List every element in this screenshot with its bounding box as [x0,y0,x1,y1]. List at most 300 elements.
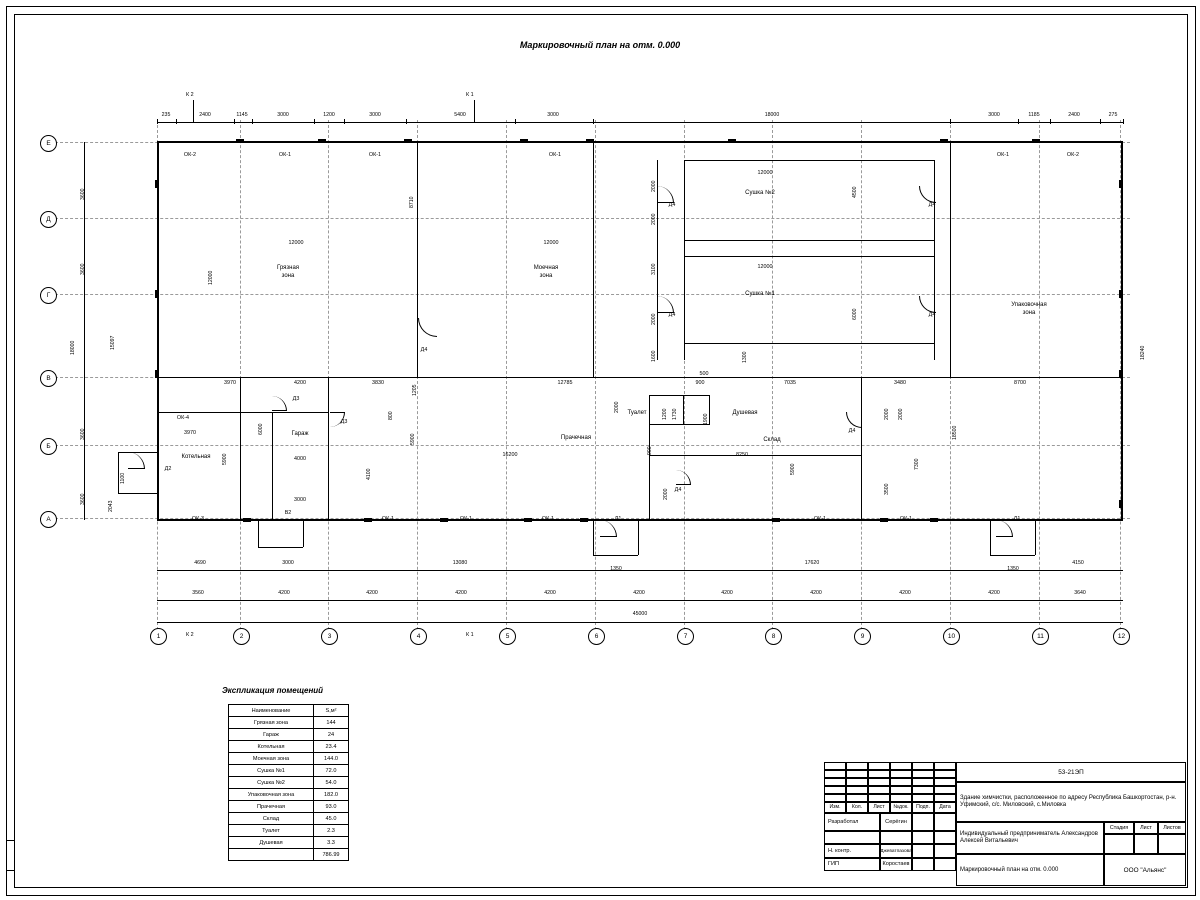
dim-tick [157,119,158,124]
dim-bottom-1: 4690 [194,560,206,566]
door-swing [919,296,936,313]
dim-tick [1050,119,1051,124]
axis-bubble-2[interactable]: 2 [233,628,250,645]
room-label [292,430,309,438]
dim-chain-top [157,122,1123,123]
dim-top: 275 [1108,112,1118,118]
wall-west [157,141,159,521]
stamp-role-empty [824,831,880,844]
dim-top: 18000 [764,112,780,118]
room-area-cell: 23.4 [314,741,349,753]
door-swing [128,452,145,469]
grid-line-11 [1039,120,1040,640]
wall-boiler-room-top [157,412,272,413]
stamp-grid-cell [890,794,912,802]
stamp-role-gip-name: Коростаев [880,858,912,871]
stamp-grid-cell [868,778,890,786]
wall-internal-v-2 [593,142,594,378]
wall-garage-gate-right [303,520,304,547]
inner-dim: 1730 [672,408,678,420]
dim-tick [234,119,235,124]
dim-bottom-2: 3560 [192,590,204,596]
room-name: Прачечная [560,435,592,441]
table-row [229,789,349,801]
section-mark: К 2 [186,92,194,98]
section-mark: К 2 [186,632,194,638]
inner-dim: 12000 [757,264,773,270]
stamp-grid-cell [824,770,846,778]
section-line [193,100,194,122]
wall-entrance-right [638,520,639,555]
stamp-role-developer: Разработал [824,813,880,831]
window-mark [772,518,780,522]
dim-right: 3500 [884,483,890,495]
window-mark [155,290,159,298]
wall-south [157,519,1123,521]
axis-bubble-8[interactable]: 8 [765,628,782,645]
door-swing [657,296,674,313]
room-name-cell: Склад [229,813,314,825]
dim-bottom-1: 13080 [452,560,468,566]
axis-bubble-E[interactable]: Е [40,135,57,152]
window-tag: ОК-2 [1066,152,1080,158]
stamp-role-cell [934,858,956,871]
window-tag: ОК-3 [191,516,205,522]
stamp-grid-cell [846,778,868,786]
window-mark [520,139,528,143]
room-name: Туалет [627,410,647,416]
inner-dim: 4500 [852,186,858,198]
room-name-cell: Грязная зона [229,717,314,729]
window-tag: В2 [284,510,292,516]
window-mark [1119,180,1123,188]
door-swing [919,186,936,203]
dim-bottom-2: 4200 [633,590,645,596]
window-mark [580,518,588,522]
stamp-grid-cell [912,786,934,794]
wall-toilet-bottom [649,424,709,425]
inner-dim: 6000 [258,423,264,435]
room-name: Сушка №1 [745,291,775,297]
door-swing [996,520,1013,537]
plan-title: Маркировочный план на отм. 0.000 [519,40,681,50]
stamp-list-header: Лист [1134,822,1158,834]
room-name-cell: Моечная зона [229,753,314,765]
door-tag: Д2 [164,466,172,472]
axis-bubble-6[interactable]: 6 [588,628,605,645]
dim-left-extra: 2043 [108,500,114,512]
inner-dim: 8700 [1014,380,1026,386]
room-name-2: зона [281,273,295,279]
window-mark [930,518,938,522]
window-mark [940,139,948,143]
door-swing [272,396,287,411]
stamp-grid-cell [868,770,890,778]
door-swing [676,470,691,485]
stamp-grid-cell [824,778,846,786]
wall-internal-h-main [157,377,1123,378]
axis-bubble-B[interactable]: Б [40,438,57,455]
axis-bubble-12[interactable]: 12 [1113,628,1130,645]
stamp-role-cell [912,813,934,831]
door-tag: Д3 [340,419,348,425]
room-name-cell: Туалет [229,825,314,837]
table-row [229,753,349,765]
wall-shower-right [709,395,710,425]
dim-top: 235 [161,112,171,118]
room-area-cell: 54.0 [314,777,349,789]
inner-dim: 4000 [294,456,306,462]
window-tag: ОК-1 [368,152,382,158]
axis-bubble-D[interactable]: Д [40,211,57,228]
inner-dim: 3830 [372,380,384,386]
dim-top: 3000 [277,112,289,118]
dim-tick [1100,119,1101,124]
stamp-grid-cell [824,762,846,770]
window-mark [1119,290,1123,298]
inner-dim: 1300 [742,351,748,363]
room-area-cell: 72.0 [314,765,349,777]
dim-tick [406,119,407,124]
stamp-sheets-value [1158,834,1186,854]
window-tag: ОК-1 [548,152,562,158]
grid-line-G [40,294,1130,295]
dim-tick [593,119,594,124]
room-area-cell: 2.3 [314,825,349,837]
table-header-row [229,705,349,717]
door-tag: Д3 [292,396,300,402]
door-swing [846,412,862,428]
inner-dim: 6000 [852,308,858,320]
dim-left: 3600 [80,493,86,505]
dim-top: 1185 [1028,112,1040,118]
window-mark [404,139,412,143]
dim-tick [176,119,177,124]
room-area-cell: 144.0 [314,753,349,765]
dim-left: 3600 [80,188,86,200]
explication-table [228,704,349,861]
stamp-col-ndok: №док. [890,802,912,813]
stamp-grid-cell [890,778,912,786]
window-tag: ОК-1 [899,516,913,522]
dim-tick [515,119,516,124]
dim-bottom-1: 1350 [610,566,622,572]
inner-dim: 1200 [662,408,668,420]
wall-garage-top [272,412,328,413]
stamp-grid-cell [934,786,956,794]
table-row [229,729,349,741]
wall-entrance2-bottom [990,555,1035,556]
wall-boiler-bottom [118,493,158,494]
axis-bubble-A[interactable]: А [40,511,57,528]
stamp-code: 53-21ЭП [956,762,1186,782]
inner-dim: 8710 [409,196,415,208]
stamp-grid-cell [890,770,912,778]
window-mark [236,139,244,143]
wall-north [157,141,1123,143]
stamp-role-normcontrol: Н. контр. [824,844,880,858]
grid-line-B [40,445,1130,446]
room-label [277,264,299,280]
dim-chain-bottom-2 [157,600,1123,601]
door-tag: Д1 [1013,516,1021,522]
room-name: Душевая [732,410,758,416]
room-name-2: зона [539,273,553,279]
room-name-cell: Гараж [229,729,314,741]
window-tag: ОК-1 [278,152,292,158]
stamp-grid-cell [912,762,934,770]
dim-bottom-1: 1350 [1007,566,1019,572]
inner-dim: 2000 [663,488,669,500]
room-name-cell [229,849,314,861]
stamp-grid-cell [824,786,846,794]
stamp-grid-cell [868,762,890,770]
wall-toilet-left [649,395,650,520]
wall-internal-v-3 [950,142,951,378]
door-tag: Д1 [614,516,622,522]
inner-dim: 12785 [557,380,573,386]
axis-bubble-10[interactable]: 10 [943,628,960,645]
dim-left: 3600 [80,428,86,440]
table-row [229,825,349,837]
wall-internal-v-5 [328,378,329,520]
window-tag: ОК-2 [183,152,197,158]
room-area-cell: 45.0 [314,813,349,825]
dim-bottom-2: 4200 [278,590,290,596]
axis-bubble-4[interactable]: 4 [410,628,427,645]
explication-title: Экспликация помещений [222,686,324,695]
stamp-role-cell [912,858,934,871]
axis-bubble-1[interactable]: 1 [150,628,167,645]
window-mark [318,139,326,143]
inner-dim: 16200 [502,452,518,458]
window-mark [524,518,532,522]
stamp-grid-cell [934,778,956,786]
room-label [763,436,780,444]
wall-garage-gate-bottom [258,547,303,548]
inner-dim: 3480 [894,380,906,386]
inner-dim: 2000 [651,213,657,225]
stamp-col-list: Лист [868,802,890,813]
inner-dim: 800 [388,411,394,420]
inner-dim: 7035 [784,380,796,386]
window-tag: ОК-1 [996,152,1010,158]
stamp-grid-cell [846,794,868,802]
dim-bottom-2: 4200 [899,590,911,596]
dim-bottom-1: 4150 [1072,560,1084,566]
axis-bubble-G[interactable]: Г [40,287,57,304]
room-name: Сушка №2 [745,190,775,196]
room-area-cell: 144 [314,717,349,729]
dim-tick [314,119,315,124]
room-label [745,290,775,298]
stamp-company: ООО "Альянс" [1104,854,1186,886]
dim-chain-bottom-1 [157,570,1123,571]
stamp-list-value [1134,834,1158,854]
window-tag: ОК-4 [176,415,190,421]
table-row [229,765,349,777]
dim-left-extra: 15097 [110,335,116,350]
grid-line-8 [772,120,773,640]
inner-dim: 3000 [294,497,306,503]
stamp-role-developer-name: Серёгин [880,813,912,831]
stamp-grid-cell [890,786,912,794]
stamp-role-empty-name [880,831,912,844]
stamp-role-cell [912,831,934,844]
room-area-cell: 24 [314,729,349,741]
inner-dim: 3100 [651,263,657,275]
window-tag: ОК-1 [459,516,473,522]
window-tag: ОК-1 [541,516,555,522]
room-name-cell: Сушка №2 [229,777,314,789]
room-area-cell: 93.0 [314,801,349,813]
window-tag: ОК-1 [381,516,395,522]
door-swing [657,186,674,203]
wall-storage-top [649,455,862,456]
axis-bubble-3[interactable]: 3 [321,628,338,645]
door-swing [418,318,437,337]
inner-dim: 3970 [224,380,236,386]
dim-bottom-2: 4200 [810,590,822,596]
axis-bubble-5[interactable]: 5 [499,628,516,645]
window-mark [1032,139,1040,143]
wall-entrance-bottom [593,555,638,556]
stamp-stage-value [1104,834,1134,854]
door-tag: Д4 [420,347,428,353]
wall-boiler-left [118,452,119,494]
room-name-cell: Упаковочная зона [229,789,314,801]
grid-line-D [40,218,1130,219]
window-mark [1119,370,1123,378]
stamp-grid-cell [934,794,956,802]
stamp-client: Индивидуальный предприниматель Александров Алексей Витальевич [956,822,1104,854]
stamp-grid-cell [846,770,868,778]
dim-bottom-total: 45000 [632,611,648,617]
wall-internal-v-6 [861,378,862,520]
dim-right: 7300 [914,458,920,470]
window-mark [364,518,372,522]
room-name: Котельная [181,454,211,460]
axis-bubble-V[interactable]: В [40,370,57,387]
grid-line-6 [595,120,596,640]
wall-dryer-mid-2 [684,256,934,257]
door-tag: Д4 [668,312,676,318]
section-mark: К 1 [466,92,474,98]
inner-dim: 12000 [543,240,559,246]
room-name: Склад [763,437,781,443]
wall-east [1121,141,1123,521]
wall-garage-gate-left [258,520,259,547]
wall-dryer1-bottom [684,343,934,344]
wall-boiler-top [118,452,158,453]
inner-dim: 2000 [884,408,890,420]
room-name-cell: Сушка №1 [229,765,314,777]
door-tag: Д4 [668,202,676,208]
room-area-cell: 3.3 [314,837,349,849]
table-row [229,717,349,729]
dim-tick [1018,119,1019,124]
door-tag: Д4 [674,487,682,493]
inner-dim: 3970 [184,430,196,436]
dim-top: 2400 [1068,112,1080,118]
stamp-drawing-name: Маркировочный план на отм. 0.000 [956,854,1104,886]
dim-left-extra: 1100 [120,472,126,484]
total-area-cell: 786.99 [314,849,349,861]
stamp-role-cell [934,813,956,831]
door-tag: Д4 [928,202,936,208]
stamp-role-gip: ГИП [824,858,880,871]
inner-dim: 8250 [736,452,748,458]
wall-entrance-left [593,520,594,555]
dim-right: 18500 [952,425,958,440]
section-line [474,100,475,122]
title-block [824,762,1186,886]
dim-top: 1200 [323,112,335,118]
axis-bubble-9[interactable]: 9 [854,628,871,645]
window-mark [440,518,448,522]
stamp-col-podp: Подп. [912,802,934,813]
window-tag: ОК-1 [813,516,827,522]
room-label [534,264,559,280]
stamp-grid-cell [912,778,934,786]
inner-dim: 5900 [410,433,416,445]
inner-dim: 4200 [294,380,306,386]
dim-bottom-2: 4200 [721,590,733,596]
stamp-role-cell [912,844,934,858]
axis-bubble-11[interactable]: 11 [1032,628,1049,645]
window-mark [155,370,159,378]
stamp-grid-cell [824,794,846,802]
stamp-role-cell [934,831,956,844]
dim-bottom-2: 3640 [1074,590,1086,596]
wall-toilet-top [649,395,709,396]
room-label [1011,301,1047,317]
door-tag: Д4 [928,312,936,318]
window-mark [586,139,594,143]
dim-tick [252,119,253,124]
wall-entrance2-right [1035,520,1036,555]
room-label [745,189,775,197]
inner-dim: 5900 [790,463,796,475]
window-mark [880,518,888,522]
wall-dryer-mid-1 [684,240,934,241]
dim-tick [1123,119,1124,124]
stamp-col-kol: Кол. [846,802,868,813]
inner-dim: 500 [699,371,709,377]
inner-dim: 900 [647,446,653,455]
wall-internal-v-4 [240,378,241,520]
wall-toilet-right [683,395,684,425]
window-mark [728,139,736,143]
dim-top: 3000 [988,112,1000,118]
window-mark [243,518,251,522]
inner-dim: 2000 [651,313,657,325]
axis-bubble-7[interactable]: 7 [677,628,694,645]
door-tag: Д4 [848,428,856,434]
dim-tick [344,119,345,124]
room-name-2: зона [1022,310,1036,316]
wall-dryer-left-2 [684,160,685,360]
table-row [229,837,349,849]
inner-dim: 1600 [651,350,657,362]
stamp-grid-cell [890,762,912,770]
stamp-col-data: Дата [934,802,956,813]
room-area-cell: 182.0 [314,789,349,801]
inner-dim: 1205 [412,384,418,396]
dim-left: 18000 [70,340,76,355]
window-mark [155,180,159,188]
room-name-cell: Котельная [229,741,314,753]
